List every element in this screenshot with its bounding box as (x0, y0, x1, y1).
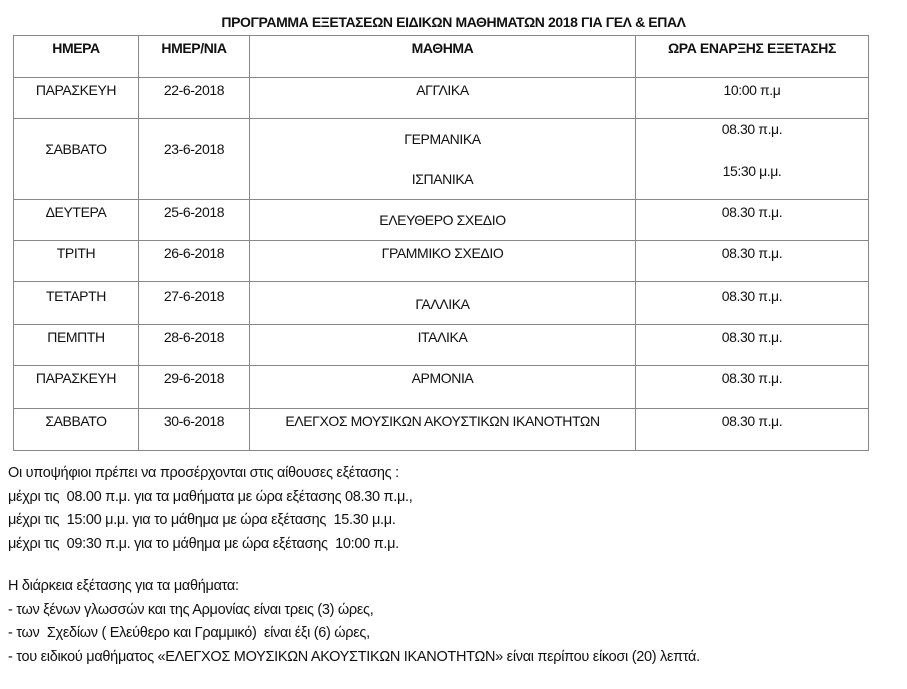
day-cell (14, 366, 139, 409)
start-time: 08.30 π.μ. (721, 413, 783, 429)
day: ΤΕΤΑΡΤΗ (46, 288, 106, 304)
table-row (14, 241, 869, 282)
duration-note-0: Η διάρκεια εξέτασης για τα μαθήματα: (8, 578, 239, 594)
date: 25-6-2018 (163, 204, 225, 220)
date-cell (139, 409, 250, 451)
subject-cell (250, 282, 636, 325)
subject: ΓΑΛΛΙΚΑ (415, 296, 470, 312)
subject: ΕΛΕΥΘΕΡΟ ΣΧΕΔΙΟ (379, 212, 506, 228)
table-row (14, 200, 869, 241)
exam-schedule-table (13, 35, 869, 451)
day-cell (14, 200, 139, 241)
table-row (14, 366, 869, 409)
start-time: 08.30 π.μ. (721, 370, 783, 386)
duration-note-1: - των ξένων γλωσσών και της Αρμονίας είναι τρεις (3) ώρες, (8, 601, 374, 618)
document-title: ΠΡΟΓΡΑΜΜΑ ΕΞΕΤΑΣΕΩΝ ΕΙΔΙΚΩΝ ΜΑΘΗΜΑΤΩΝ 2018 ΓΙΑ ΓΕΛ & ΕΠΑΛ (221, 14, 686, 30)
start-time-cell (636, 241, 869, 282)
start-time: 08.30 π.μ. (721, 204, 783, 220)
day: ΠΑΡΑΣΚΕΥΗ (35, 82, 117, 98)
subject-cell (250, 366, 636, 409)
subject-cell (250, 241, 636, 282)
start-time-cell (636, 119, 869, 200)
date: 22-6-2018 (163, 82, 225, 98)
start-time: 08.30 π.μ. (721, 329, 783, 345)
day-cell (14, 282, 139, 325)
subject: ΙΣΠΑΝΙΚΑ (411, 171, 474, 187)
date: 23-6-2018 (163, 141, 225, 157)
duration-note-3: - του ειδικού μαθήματος «ΕΛΕΓΧΟΣ ΜΟΥΣΙΚΩΝ ΑΚΟΥΣΤΙΚΩΝ ΙΚΑΝΟΤΗΤΩΝ» είναι περίπου είκοσι (20) λεπτά. (8, 648, 700, 665)
notes (8, 462, 700, 669)
table-row (14, 282, 869, 325)
subject: ΑΡΜΟΝΙΑ (411, 370, 474, 386)
date-cell (139, 366, 250, 409)
start-time: 08.30 π.μ. (721, 245, 783, 261)
subject-cell (250, 409, 636, 451)
subject: ΑΓΓΛΙΚΑ (416, 82, 469, 98)
day: ΠΕΜΠΤΗ (47, 329, 105, 345)
date: 27-6-2018 (163, 288, 225, 304)
start-time: 08.30 π.μ. (721, 288, 783, 304)
arrival-note-3: μέχρι τις 09:30 π.μ. για το μάθημα με ώρα εξέτασης 10:00 π.μ. (8, 535, 399, 552)
date-cell (139, 119, 250, 200)
subject: ΙΤΑΛΙΚΑ (417, 329, 468, 345)
arrival-note-1: μέχρι τις 08.00 π.μ. για τα μαθήματα με ώρα εξέτασης 08.30 π.μ., (8, 488, 413, 505)
subject-cell (250, 200, 636, 241)
day: ΣΑΒΒΑΤΟ (45, 141, 107, 157)
table-row (14, 78, 869, 119)
day: ΠΑΡΑΣΚΕΥΗ (35, 370, 117, 386)
date-cell (139, 282, 250, 325)
subject-cell (250, 325, 636, 366)
date-cell (139, 200, 250, 241)
day-cell (14, 325, 139, 366)
date: 30-6-2018 (163, 413, 225, 429)
date: 26-6-2018 (163, 245, 225, 261)
date-cell (139, 325, 250, 366)
date-cell (139, 241, 250, 282)
date-cell (139, 78, 250, 119)
table-row (14, 409, 869, 451)
header-subject: ΜΑΘΗΜΑ (250, 36, 636, 78)
start-time-cell (636, 325, 869, 366)
duration-note-2: - των Σχεδίων ( Ελεύθερο και Γραμμικό) είναι έξι (6) ώρες, (8, 625, 370, 641)
start-time-cell (636, 78, 869, 119)
table-row (14, 119, 869, 200)
start-time: 10:00 π.μ (723, 82, 781, 98)
subject-cell (250, 78, 636, 119)
header-date: ΗΜΕΡ/ΝΙΑ (139, 36, 250, 78)
start-time-cell (636, 409, 869, 451)
day-cell (14, 409, 139, 451)
day-cell (14, 241, 139, 282)
header-day: ΗΜΕΡΑ (14, 36, 139, 78)
day-cell (14, 119, 139, 200)
subject: ΓΕΡΜΑΝΙΚΑ (404, 131, 481, 147)
start-time: 08.30 π.μ. (721, 121, 783, 137)
day-cell (14, 78, 139, 119)
day: ΣΑΒΒΑΤΟ (45, 413, 107, 429)
day: ΤΡΙΤΗ (56, 245, 96, 261)
table-row (14, 325, 869, 366)
subject-cell (250, 119, 636, 200)
start-time-cell (636, 366, 869, 409)
subject: ΕΛΕΓΧΟΣ ΜΟΥΣΙΚΩΝ ΑΚΟΥΣΤΙΚΩΝ ΙΚΑΝΟΤΗΤΩΝ (285, 413, 600, 429)
subject: ΓΡΑΜΜΙΚΟ ΣΧΕΔΙΟ (381, 245, 504, 261)
date: 29-6-2018 (163, 370, 225, 386)
arrival-note-2: μέχρι τις 15:00 μ.μ. για το μάθημα με ώρα εξέτασης 15.30 μ.μ. (8, 512, 396, 528)
header-start-time: ΩΡΑ ΕΝΑΡΞΗΣ ΕΞΕΤΑΣΗΣ (636, 36, 869, 78)
table-header-row (14, 36, 869, 78)
start-time: 15:30 μ.μ. (722, 163, 782, 179)
start-time-cell (636, 282, 869, 325)
start-time-cell (636, 200, 869, 241)
day: ΔΕΥΤΕΡΑ (45, 204, 107, 220)
date: 28-6-2018 (163, 329, 225, 345)
arrival-note-0: Οι υποψήφιοι πρέπει να προσέρχονται στις αίθουσες εξέτασης : (8, 465, 399, 481)
